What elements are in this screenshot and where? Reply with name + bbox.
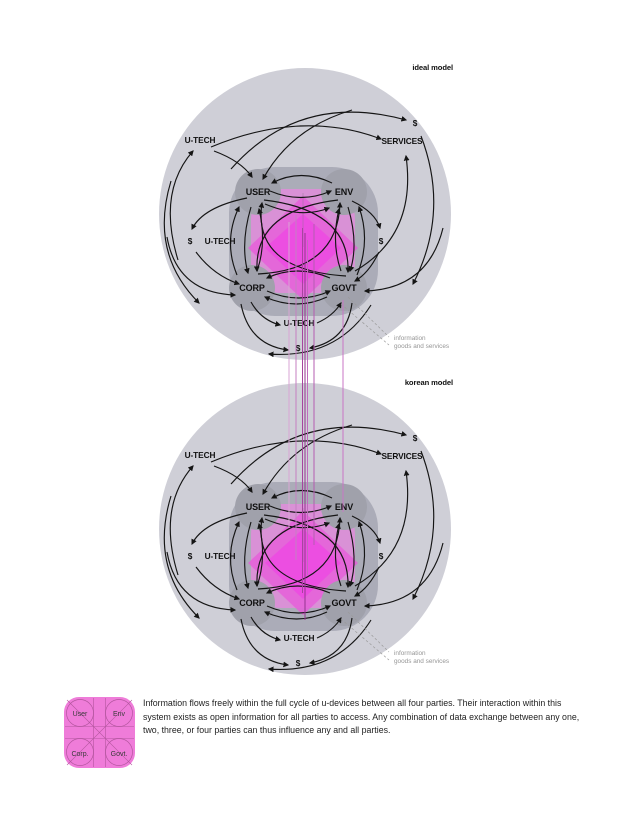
caption-text: Information flows freely within the full cycle of u-devices between all four parties. Their interaction within this system exists as open information for all parties to access. Any combination of data exchange between any one, two, three, or four parties can thus influence any and all parties. xyxy=(143,698,580,735)
legend-env-label: Env xyxy=(112,711,126,718)
legend-corp-label: Corp. xyxy=(71,751,89,758)
ideal-model-title: ideal model xyxy=(412,63,453,72)
korean-model-title: korean model xyxy=(404,378,453,387)
legend xyxy=(64,697,135,768)
legend-govt-label: Govt. xyxy=(110,751,128,758)
legend-user-label: User xyxy=(72,711,88,718)
